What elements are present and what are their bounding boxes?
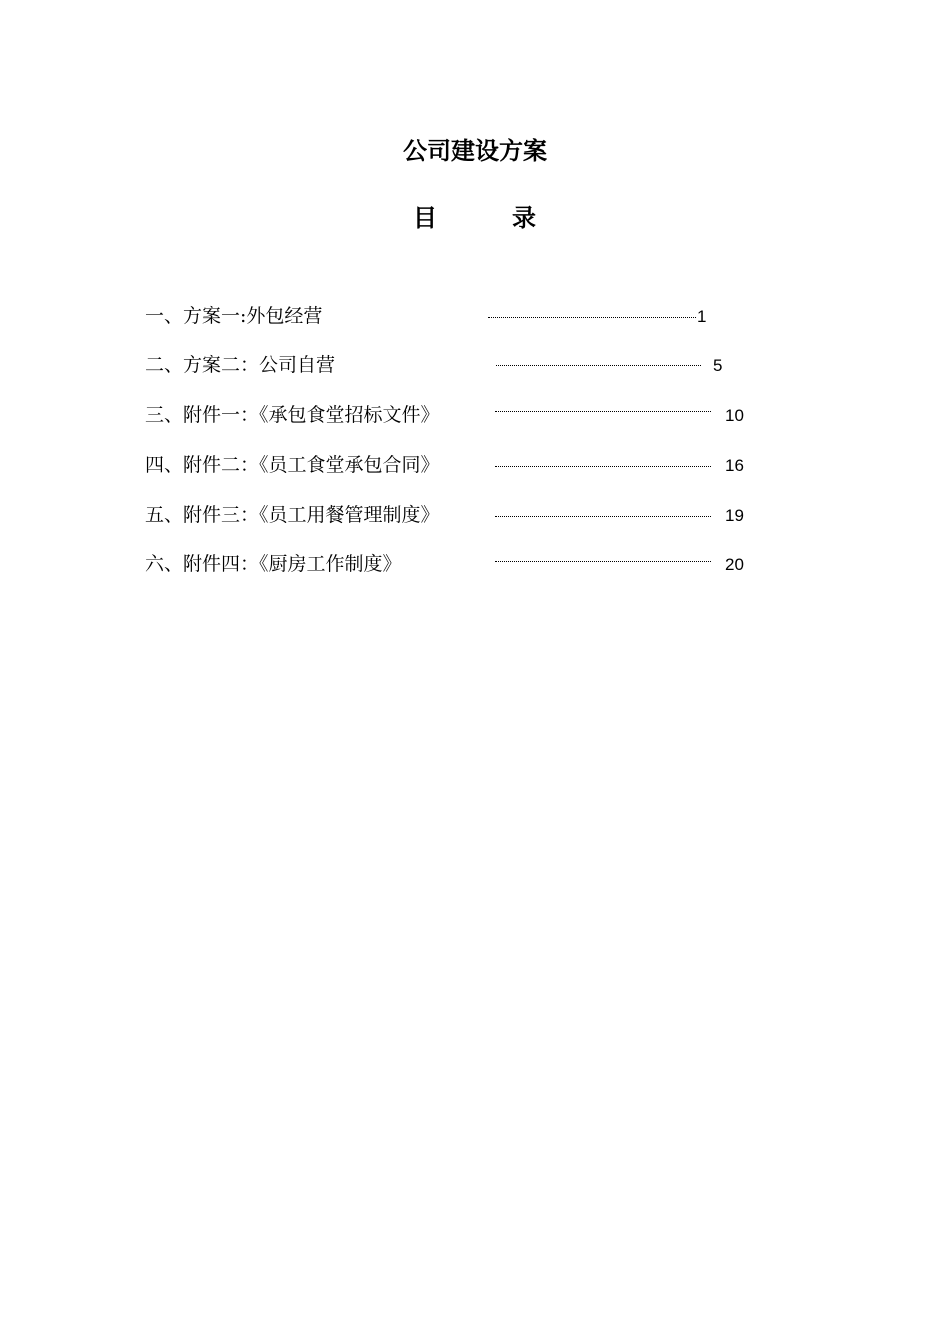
- toc-entry-page: 10: [725, 406, 744, 425]
- toc-dot-leader: [495, 411, 711, 412]
- toc-entry-4[interactable]: [0, 450, 950, 480]
- toc-entry-page: 5: [713, 356, 723, 375]
- toc-entry-label: 三、附件一：《承包食堂招标文件》: [145, 404, 440, 426]
- toc-entry-label: 六、附件四：《厨房工作制度》: [145, 553, 402, 575]
- toc-heading-left: 目: [413, 204, 437, 232]
- toc-entry-label: 五、附件三：《员工用餐管理制度》: [145, 504, 440, 526]
- toc-heading-right: 录: [512, 204, 536, 232]
- toc-dot-leader: [496, 365, 701, 366]
- toc-entry-page: 19: [725, 506, 744, 525]
- toc-entry-label: 四、附件二：《员工食堂承包合同》: [145, 454, 440, 476]
- toc-entry-1[interactable]: [0, 301, 950, 331]
- toc-dot-leader: [495, 466, 711, 467]
- toc-entry-6[interactable]: [0, 549, 950, 579]
- toc-entry-3[interactable]: [0, 400, 950, 430]
- toc-entry-page: 20: [725, 555, 744, 574]
- page-title: 公司建设方案: [403, 137, 547, 165]
- toc-entry-page: 16: [725, 456, 744, 475]
- toc-dot-leader: [488, 317, 696, 318]
- toc-dot-leader: [495, 516, 711, 517]
- toc-heading: [0, 200, 950, 236]
- toc-entry-2[interactable]: [0, 350, 950, 380]
- toc-entry-label: 一、方案一:外包经营: [145, 305, 323, 327]
- toc-entry-label: 二、方案二：公司自营: [145, 354, 336, 376]
- toc-dot-leader: [495, 561, 711, 562]
- toc-entry-page: 1: [697, 307, 707, 326]
- toc-entry-5[interactable]: [0, 500, 950, 530]
